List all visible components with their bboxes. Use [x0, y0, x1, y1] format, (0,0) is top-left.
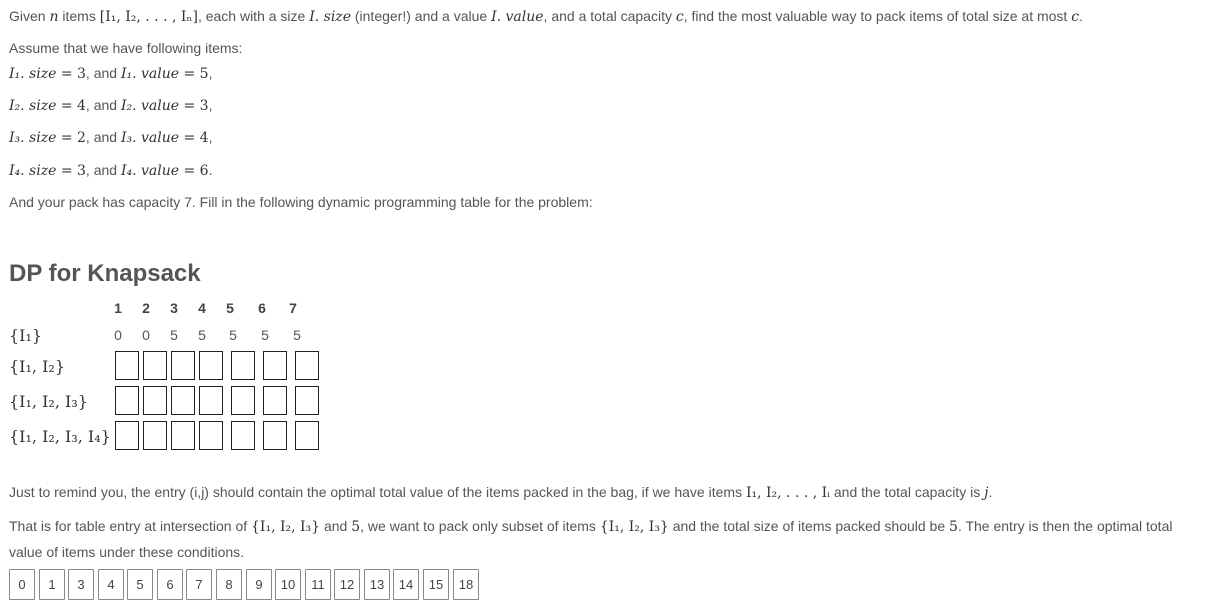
example-text	[9, 514, 1209, 565]
text: ,	[208, 97, 213, 113]
drop-cell[interactable]	[295, 421, 319, 450]
answer-option[interactable]: 6	[157, 569, 183, 600]
column-header: 2	[142, 300, 150, 316]
text: items	[58, 8, 100, 24]
drop-cell[interactable]	[143, 386, 167, 415]
assume-text: Assume that we have following items:	[9, 40, 243, 56]
drop-cell[interactable]	[143, 421, 167, 450]
text: Given	[9, 8, 50, 24]
text: , and	[85, 97, 121, 113]
text: , each with a size	[197, 8, 310, 24]
given-value: 5	[198, 327, 206, 343]
math-value-lhs: I₁. value =	[120, 66, 200, 82]
drop-cell[interactable]	[199, 351, 223, 380]
text: . The entry is then the optimal total value of items under these conditions.	[9, 518, 1173, 560]
item-size: 2	[77, 130, 86, 146]
item-size: 4	[77, 98, 86, 114]
math-c: c	[675, 9, 684, 25]
item-line	[9, 95, 212, 116]
text: , find the most valuable way to pack items of total size at most	[683, 8, 1072, 24]
drop-cell[interactable]	[115, 421, 139, 450]
given-value: 5	[170, 327, 178, 343]
text: , and a total capacity	[543, 8, 676, 24]
math-item-list: [I₁, I₂, . . . , Iₙ]	[99, 9, 198, 25]
item-value: 4	[199, 130, 209, 146]
text: , and	[85, 162, 121, 178]
math-number: 5	[351, 519, 361, 535]
drop-cell[interactable]	[199, 421, 223, 450]
answer-option[interactable]: 12	[334, 569, 360, 600]
answer-option[interactable]: 10	[275, 569, 301, 600]
given-value: 0	[142, 327, 150, 343]
drop-cell[interactable]	[231, 386, 255, 415]
answer-option[interactable]: 7	[186, 569, 212, 600]
math-j: j	[984, 485, 989, 501]
drop-cell[interactable]	[171, 351, 195, 380]
answer-option[interactable]: 18	[453, 569, 479, 600]
text: ,	[208, 129, 213, 145]
capacity-text: And your pack has capacity 7. Fill in the following dynamic programming table for the problem:	[9, 194, 593, 210]
answer-option[interactable]: 11	[305, 569, 331, 600]
text: and	[320, 518, 352, 534]
row-label: {I₁, I₂}	[9, 357, 65, 376]
answer-option[interactable]: 14	[393, 569, 419, 600]
text: Just to remind you, the entry (i,j) should contain the optimal total value of the items packed in the bag, if we have items	[9, 484, 746, 500]
math-size: I. size	[309, 9, 351, 25]
answer-option[interactable]: 9	[246, 569, 272, 600]
math-size-lhs: I₁. size =	[9, 66, 77, 82]
drop-cell[interactable]	[231, 421, 255, 450]
item-line	[9, 160, 212, 181]
text: .	[988, 484, 993, 500]
drop-cell[interactable]	[143, 351, 167, 380]
text: That is for table entry at intersection of	[9, 518, 252, 534]
math-set: {I₁, I₂, I₃}	[599, 519, 669, 535]
math-value-lhs: I₃. value =	[120, 130, 200, 146]
math-set: {I₁, I₂, I₃}	[251, 519, 321, 535]
text: and the total size of items packed should be	[668, 518, 950, 534]
row-label: {I₁, I₂, I₃, I₄}	[9, 427, 111, 446]
text: , and	[85, 129, 121, 145]
item-size: 3	[77, 66, 86, 82]
math-n: n	[49, 9, 59, 25]
math-value: I. value	[491, 9, 544, 25]
item-size: 3	[77, 163, 86, 179]
column-header: 4	[198, 300, 206, 316]
math-size-lhs: I₂. size =	[9, 98, 77, 114]
column-header: 6	[258, 300, 266, 316]
row-label: {I₁}	[9, 326, 43, 345]
item-line	[9, 127, 212, 148]
answer-option[interactable]: 4	[98, 569, 124, 600]
reminder-text	[9, 482, 992, 503]
drop-cell[interactable]	[171, 386, 195, 415]
drop-cell[interactable]	[199, 386, 223, 415]
text: (integer!) and a value	[350, 8, 492, 24]
column-header: 1	[114, 300, 122, 316]
given-value: 5	[261, 327, 269, 343]
drop-cell[interactable]	[263, 386, 287, 415]
text: ,	[208, 65, 213, 81]
drop-cell[interactable]	[295, 386, 319, 415]
item-value: 3	[199, 98, 209, 114]
answer-option[interactable]: 1	[39, 569, 65, 600]
math-items: I₁, I₂, . . . , Iᵢ	[745, 485, 830, 501]
answer-option[interactable]: 13	[364, 569, 390, 600]
item-value: 5	[199, 66, 209, 82]
column-header: 7	[289, 300, 297, 316]
answer-option[interactable]: 3	[68, 569, 94, 600]
math-size-lhs: I₃. size =	[9, 130, 77, 146]
text: .	[208, 162, 213, 178]
drop-cell[interactable]	[263, 421, 287, 450]
math-c: c	[1071, 9, 1080, 25]
drop-cell[interactable]	[115, 386, 139, 415]
answer-option[interactable]: 5	[127, 569, 153, 600]
text: and the total capacity is	[830, 484, 985, 500]
item-value: 6	[199, 163, 209, 179]
item-line	[9, 63, 212, 84]
text: .	[1079, 8, 1083, 24]
drop-cell[interactable]	[115, 351, 139, 380]
drop-cell[interactable]	[231, 351, 255, 380]
answer-option[interactable]: 0	[9, 569, 35, 600]
drop-cell[interactable]	[263, 351, 287, 380]
text: , and	[85, 65, 121, 81]
given-value: 5	[293, 327, 301, 343]
column-header: 3	[170, 300, 178, 316]
math-value-lhs: I₂. value =	[120, 98, 200, 114]
text: , we want to pack only subset of items	[360, 518, 600, 534]
problem-statement	[9, 6, 1083, 27]
math-size-lhs: I₄. size =	[9, 163, 77, 179]
row-label: {I₁, I₂, I₃}	[9, 392, 88, 411]
section-heading: DP for Knapsack	[9, 260, 201, 287]
answer-option[interactable]: 15	[423, 569, 449, 600]
drop-cell[interactable]	[171, 421, 195, 450]
column-header: 5	[226, 300, 234, 316]
math-value-lhs: I₄. value =	[120, 163, 200, 179]
drop-cell[interactable]	[295, 351, 319, 380]
math-number: 5	[949, 519, 958, 535]
given-value: 0	[114, 327, 122, 343]
given-value: 5	[229, 327, 237, 343]
answer-option[interactable]: 8	[216, 569, 242, 600]
